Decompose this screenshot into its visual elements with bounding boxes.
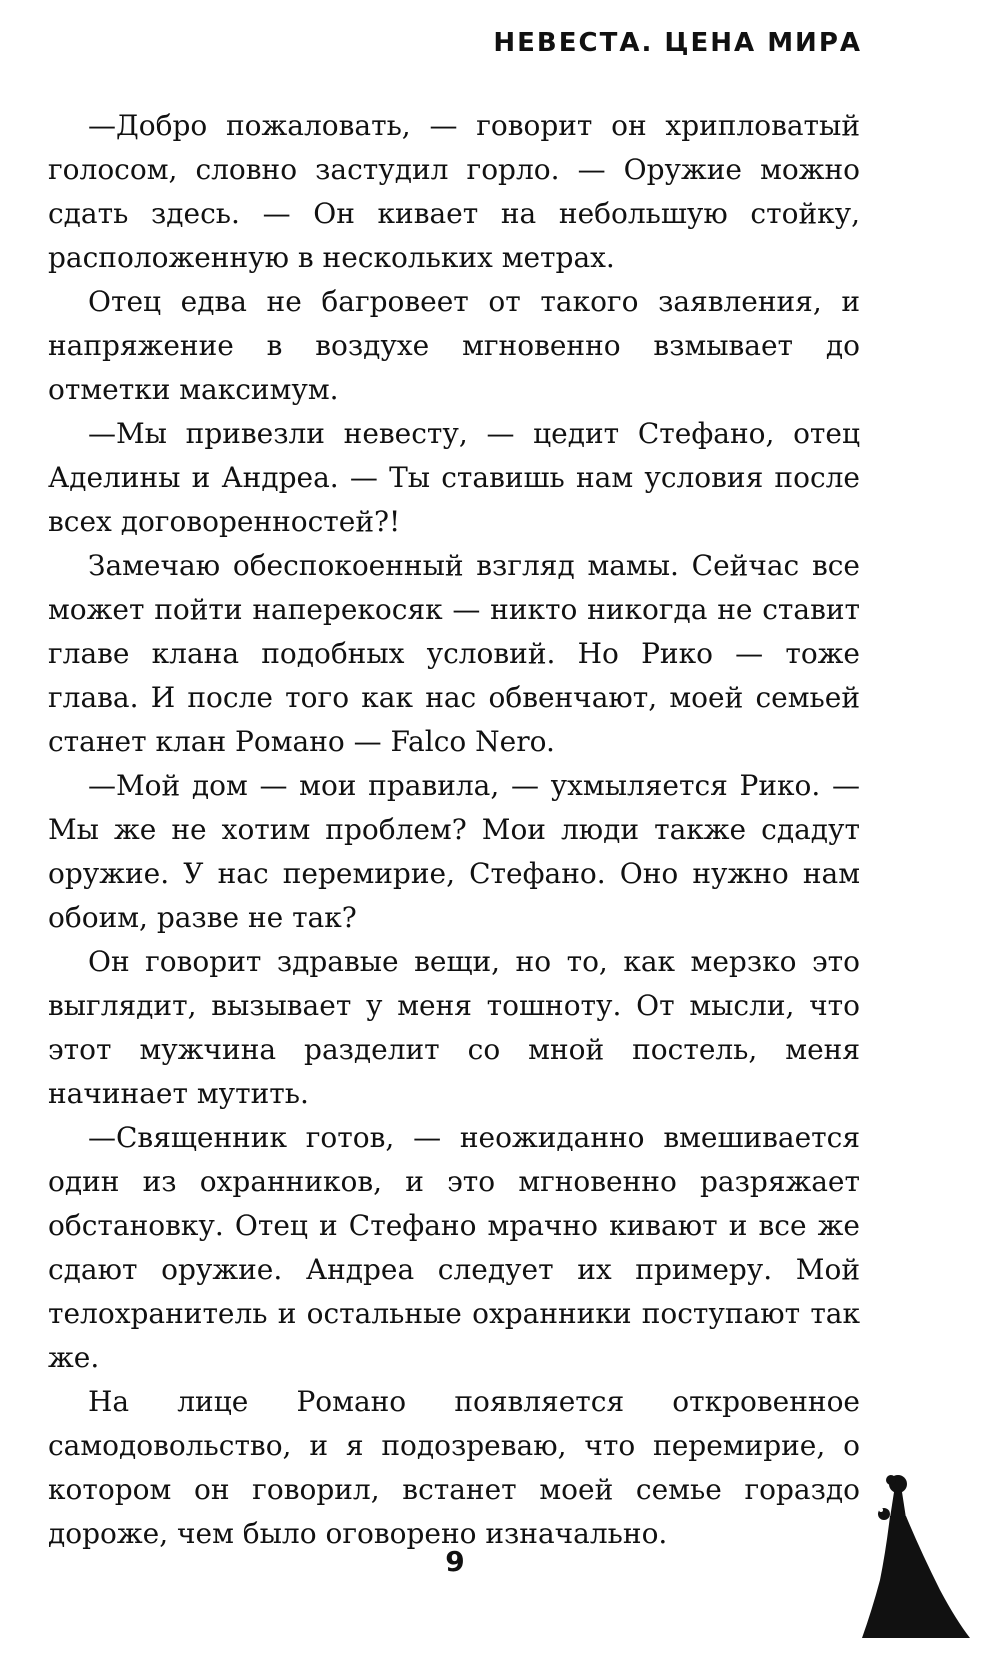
paragraph: Замечаю обеспокоенный взгляд мамы. Сейчас все может пойти наперекосяк — никто никогда не ставит главе клана подобных условий. Но Рико — тоже глава. И после того как нас обвенчают, моей семьей станет клан Романо — Falco Nero. xyxy=(48,549,860,758)
paragraph: —Мы привезли невесту, — цедит Стефано, отец Аделины и Андреа. — Ты ставишь нам условия после всех договоренностей?! xyxy=(48,417,860,538)
paragraph: —Добро пожаловать, — говорит он хрипловатый голосом, словно застудил горло. — Оружие можно сдать здесь. — Он кивает на небольшую стойку, расположенную в нескольких метрах. xyxy=(48,109,860,274)
bride-silhouette-icon xyxy=(860,1470,972,1640)
paragraph: Он говорит здравые вещи, но то, как мерзко это выглядит, вызывает у меня тошноту. От мысли, что этот мужчина разделит со мной постель, меня начинает мутить. xyxy=(48,945,860,1110)
page-number: 9 xyxy=(445,1545,465,1578)
paragraph: —Священник готов, — неожиданно вмешивается один из охранников, и это мгновенно разряжает обстановку. Отец и Стефано мрачно кивают и все же сдают оружие. Андреа следует их примеру. Мой телохранитель и остальные охранники поступают так же. xyxy=(48,1121,860,1374)
page-body-text xyxy=(48,104,860,1556)
running-title: НЕВЕСТА. ЦЕНА МИРА xyxy=(493,28,862,58)
paragraph: Отец едва не багровеет от такого заявления, и напряжение в воздухе мгновенно взмывает до отметки максимум. xyxy=(48,285,860,406)
paragraph: —Мой дом — мои правила, — ухмыляется Рико. — Мы же не хотим проблем? Мои люди также сдадут оружие. У нас перемирие, Стефано. Оно нужно нам обоим, разве не так? xyxy=(48,769,860,934)
paragraph: На лице Романо появляется откровенное самодовольство, и я подозреваю, что перемирие, о котором он говорил, встанет моей семье гораздо дороже, чем было оговорено изначально. xyxy=(48,1385,860,1550)
